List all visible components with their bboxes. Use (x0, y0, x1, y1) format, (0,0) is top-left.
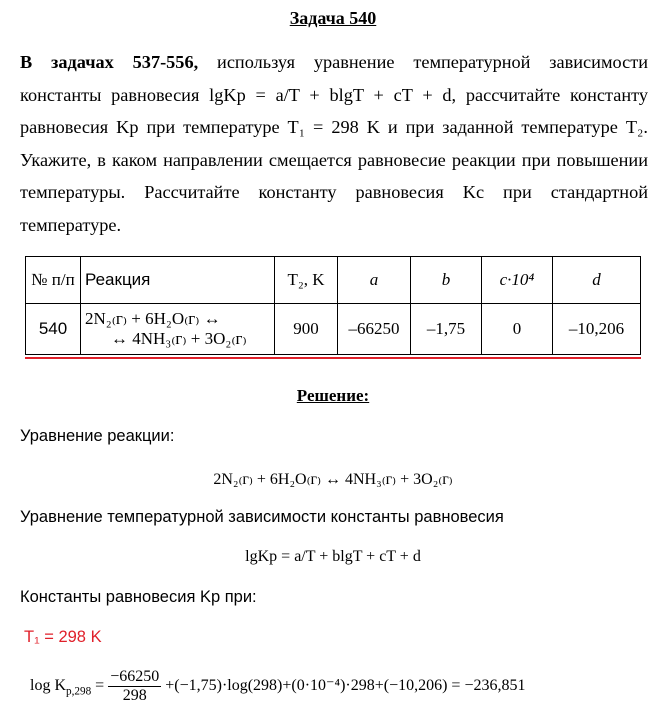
intro-line-5: температуры. Рассчитайте константу равновесия Kc при стандартной (20, 182, 648, 202)
cell-b: –1,75 (411, 304, 482, 355)
reaction-line-2: ↔ 4NH₃₍г₎ + 3O₂₍г₎ (111, 329, 247, 348)
cell-d: –10,206 (553, 304, 641, 355)
cell-t2: 900 (275, 304, 338, 355)
reaction-label: Уравнение реакции: (20, 427, 175, 445)
formula-denominator: 298 (122, 687, 147, 704)
formula-lhs: log K (30, 677, 66, 695)
kp-formula: $\log K_{p,298}$ = $\frac{-66250}{298}$ +(−1,75)·log(298)+(0·10⁻⁴)·298+(−10,206) = −236,851 (30, 668, 526, 704)
temp-dependence-label: Уравнение температурной зависимости константы равновесия (20, 508, 504, 526)
cell-reaction (81, 304, 275, 355)
reaction-line-1: 2N₂₍г₎ + 6H₂O₍г₎ ↔ (85, 309, 221, 328)
header-num: № п/п (26, 257, 81, 304)
cell-a: –66250 (338, 304, 411, 355)
reaction-equation: 2N₂₍г₎ + 6H₂O₍г₎ ↔ 4NH₃₍г₎ + 3O₂₍г₎ (213, 471, 453, 488)
intro-line-6: температуре. (20, 214, 122, 235)
table-header-row (26, 257, 641, 304)
intro-line-3: равновесия Kp при температуре T₁ = 298 K и при заданной температуре T₂. (20, 117, 648, 137)
header-a: a (338, 257, 411, 304)
cell-num: 540 (26, 304, 81, 355)
data-table (25, 256, 641, 355)
formula-fraction (108, 668, 161, 705)
kp-label: Константы равновесия Kp при: (20, 588, 257, 606)
intro-line-4: Укажите, в каком направлении смещается равновесие реакции при повышении (20, 149, 648, 170)
page-title: Задача 540 (289, 8, 377, 28)
intro-line-1: используя уравнение температурной зависимости (198, 52, 648, 72)
table-row (26, 304, 641, 355)
cell-c: 0 (482, 304, 553, 355)
temp-dependence-equation: lgKp = a/T + blgT + cT + d (245, 548, 421, 565)
header-reaction: Реакция (81, 257, 275, 304)
formula-numerator: −66250 (110, 668, 160, 685)
intro-bold-lead: В задачах 537-556, (20, 52, 199, 72)
formula-lhs-sub: p,298 (66, 685, 92, 698)
intro-line-2: константы равновесия lgKp = a/T + blgT + cT + d, рассчитайте константу (20, 84, 648, 105)
header-d: d (553, 257, 641, 304)
solution-title: Решение: (296, 386, 370, 405)
header-c: c·10⁴ (482, 257, 553, 304)
problem-statement (20, 46, 648, 241)
formula-rest: +(−1,75)·log(298)+(0·10⁻⁴)·298+(−10,206) = −236,851 (165, 677, 526, 695)
header-t2: T₂, K (275, 257, 338, 304)
header-b: b (411, 257, 482, 304)
t1-label: T₁ = 298 K (24, 628, 102, 646)
red-underline (25, 357, 641, 359)
